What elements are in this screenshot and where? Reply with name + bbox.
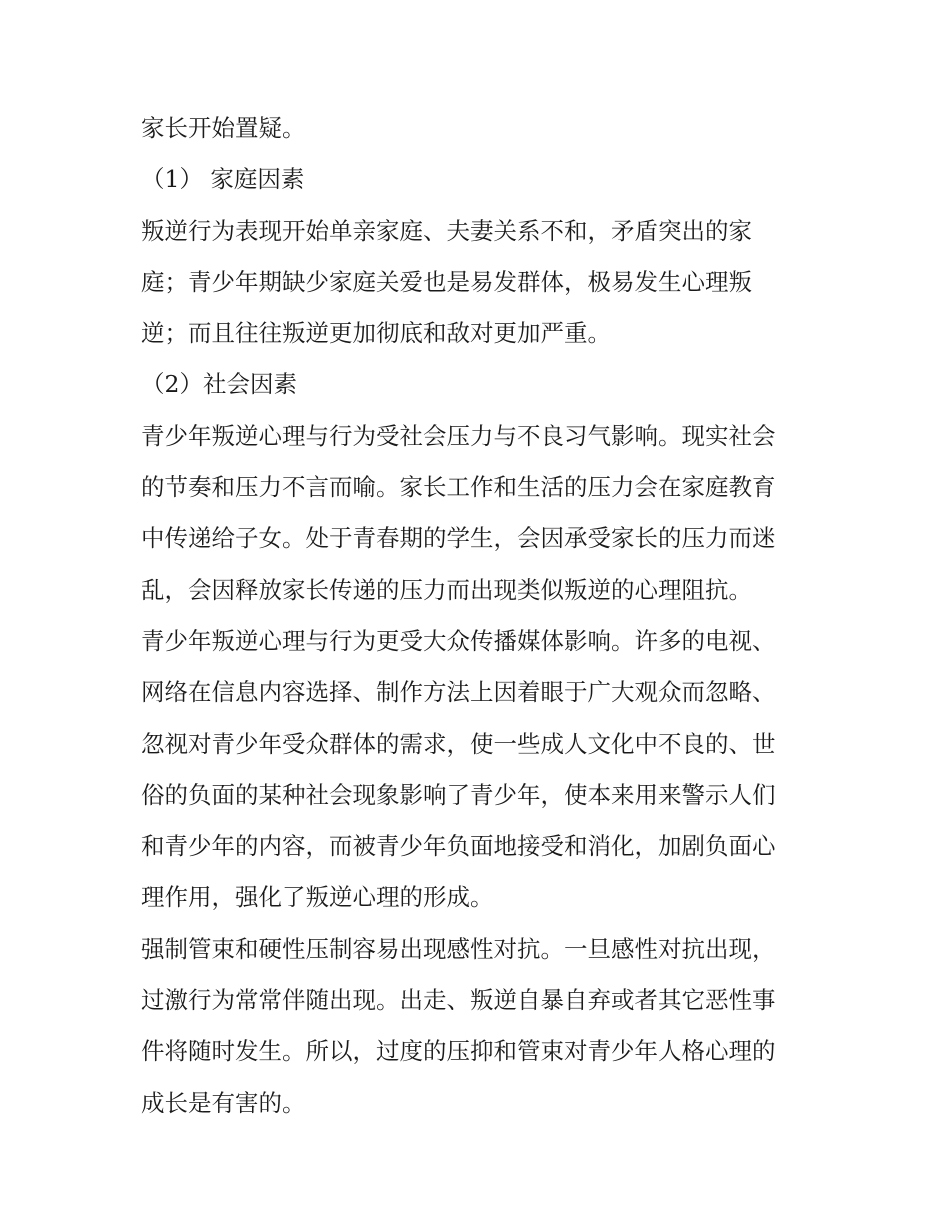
text-line: 和青少年的内容，而被青少年负面地接受和消化，加剧负面心 [141, 832, 776, 861]
text-line: 青少年叛逆心理与行为更受大众传播媒体影响。许多的电视、 [141, 626, 776, 655]
text-line: 青少年叛逆心理与行为受社会压力与不良习气影响。现实社会 [141, 421, 776, 450]
text-line: 理作用，强化了叛逆心理的形成。 [141, 883, 494, 912]
section-heading-family-factors: （1） 家庭因素 [141, 165, 305, 194]
text-line: 叛逆行为表现开始单亲家庭、夫妻关系不和，矛盾突出的家 [141, 216, 752, 245]
text-line: 网络在信息内容选择、制作方法上因着眼于广大观众而忽略、 [141, 678, 776, 707]
text-line: 过激行为常常伴随出现。出走、叛逆自暴自弃或者其它恶性事 [141, 986, 776, 1015]
text-line: 逆；而且往往叛逆更加彻底和敌对更加严重。 [141, 319, 611, 348]
text-line: 中传递给子女。处于青春期的学生，会因承受家长的压力而迷 [141, 524, 776, 553]
text-line: 庭；青少年期缺少家庭关爱也是易发群体，极易发生心理叛 [141, 267, 752, 296]
text-line: 乱，会因释放家长传递的压力而出现类似叛逆的心理阻抗。 [141, 575, 752, 604]
text-line: 成长是有害的。 [141, 1088, 306, 1117]
document-body [141, 103, 813, 1129]
text-line: 的节奏和压力不言而喻。家长工作和生活的压力会在家庭教育 [141, 473, 776, 502]
text-line: 件将随时发生。所以，过度的压抑和管束对青少年人格心理的 [141, 1037, 776, 1066]
text-line: 忽视对青少年受众群体的需求，使一些成人文化中不良的、世 [141, 729, 776, 758]
text-line: 强制管束和硬性压制容易出现感性对抗。一旦感性对抗出现， [141, 934, 776, 963]
text-line: 家长开始置疑。 [141, 114, 306, 142]
text-line: 俗的负面的某种社会现象影响了青少年，使本来用来警示人们 [141, 780, 776, 809]
section-heading-social-factors: （2）社会因素 [141, 370, 297, 399]
